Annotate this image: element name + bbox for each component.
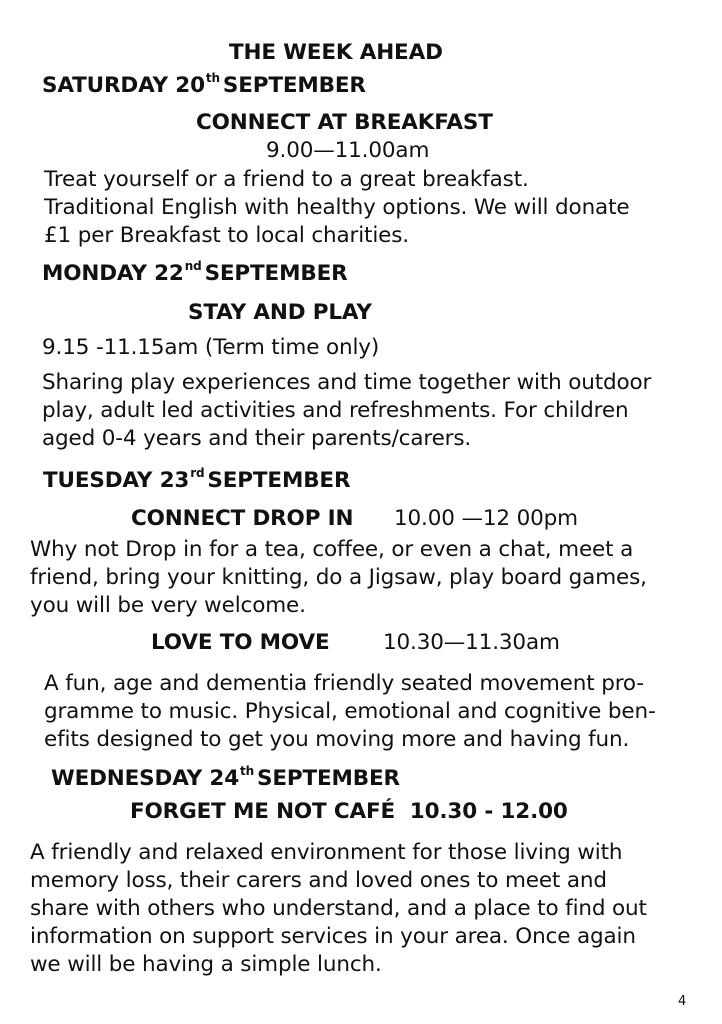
day-heading-date: SATURDAY 20 [42,73,205,98]
event-description-line: Sharing play experiences and time together with outdoor [42,370,652,395]
event-description-line: A friendly and relaxed environment for those living with [30,840,623,865]
event-time-connect-drop-in: 10.00 —12 00pm [394,506,578,531]
event-time-stay-and-play: 9.15 -11.15am (Term time only) [42,335,380,360]
event-description-line: aged 0-4 years and their parents/carers. [42,426,472,451]
event-title-love-to-move: LOVE TO MOVE [151,630,330,655]
event-time-connect-at-breakfast: 9.00—11.00am [266,138,430,163]
event-time-love-to-move: 10.30—11.30am [383,630,560,655]
event-description-line: play, adult led activities and refreshments. For children [42,398,629,423]
event-title-connect-drop-in: CONNECT DROP IN [131,506,354,531]
day-heading-wednesday [51,764,400,793]
event-description-line: Why not Drop in for a tea, coffee, or even a chat, meet a [30,537,634,562]
event-title-connect-at-breakfast: CONNECT AT BREAKFAST [196,110,493,135]
day-heading-month: SEPTEMBER [257,766,400,791]
day-heading-ordinal: rd [190,465,205,480]
day-heading-ordinal: th [240,763,254,778]
day-heading-date: TUESDAY 23 [43,468,190,493]
event-description-line: friend, bring your knitting, do a Jigsaw, play board games, [30,565,647,590]
event-description-line: you will be very welcome. [30,593,306,618]
event-description-line: memory loss, their carers and loved ones to meet and [30,868,607,893]
event-description-line: gramme to music. Physical, emotional and cognitive ben- [44,699,656,724]
day-heading-ordinal: nd [184,258,202,273]
day-heading-monday [42,259,348,288]
day-heading-ordinal: th [205,70,220,85]
event-title-stay-and-play: STAY AND PLAY [188,300,372,325]
event-description-line: £1 per Breakfast to local charities. [44,223,409,248]
day-heading-month: SEPTEMBER [204,261,348,286]
event-time-forget-me-not-cafe: 10.30 - 12.00 [409,799,568,824]
page-number: 4 [678,994,687,1009]
day-heading-month: SEPTEMBER [207,468,351,493]
event-title-forget-me-not-cafe [130,797,568,826]
event-description-line: we will be having a simple lunch. [30,952,382,977]
event-description-line: information on support services in your area. Once again [30,924,636,949]
event-description-line: share with others who understand, and a place to find out [30,896,647,921]
day-heading-month: SEPTEMBER [222,73,366,98]
event-description-line: A fun, age and dementia friendly seated movement pro- [44,671,644,696]
day-heading-saturday [42,71,366,100]
day-heading-date: MONDAY 22 [42,261,184,286]
event-description-line: Traditional English with healthy options. We will donate [44,195,630,220]
event-description-line: Treat yourself or a friend to a great breakfast. [44,167,529,192]
day-heading-date: WEDNESDAY 24 [51,766,240,791]
event-description-line: efits designed to get you moving more and having fun. [44,727,630,752]
event-name: FORGET ME NOT CAFÉ [130,799,396,824]
day-heading-tuesday [43,466,350,495]
page-title: THE WEEK AHEAD [229,40,443,65]
